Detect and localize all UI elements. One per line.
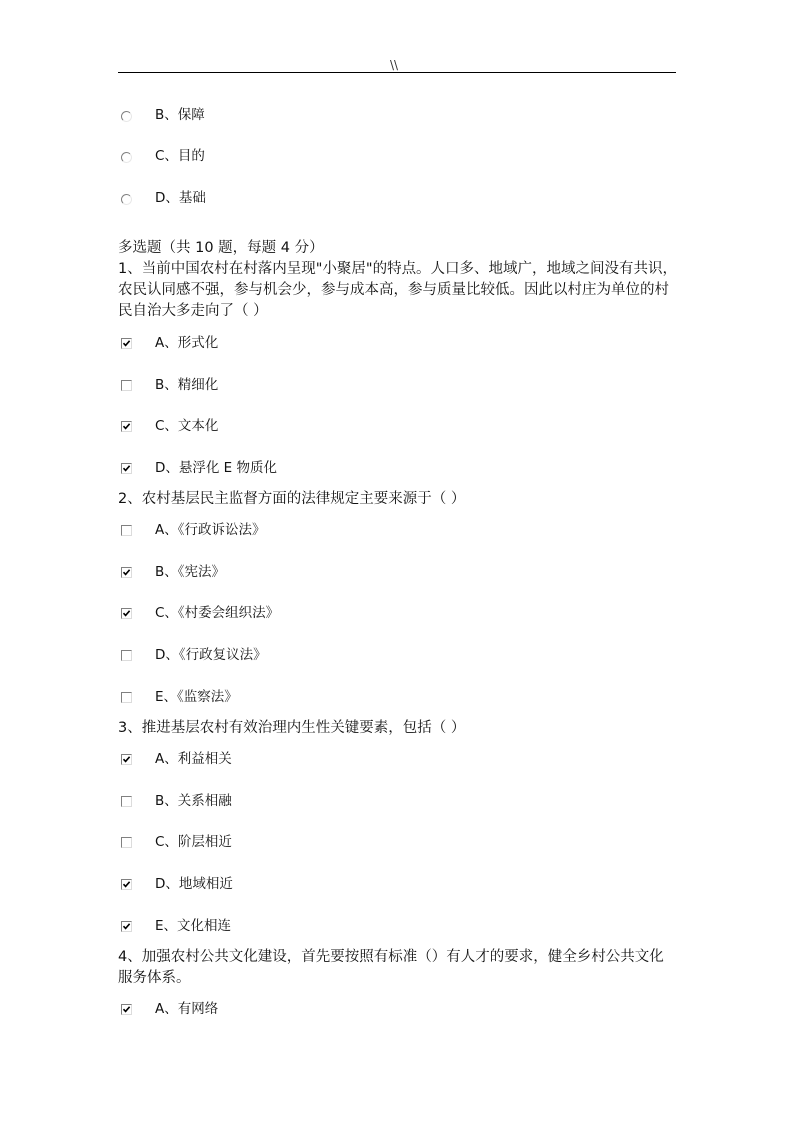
option-label: C、《村委会组织法》: [155, 605, 280, 621]
question-4: 4、加强农村公共文化建设，首先要按照有标准（）有人才的要求，健全乡村公共文化服务体系。: [118, 949, 664, 986]
radio-button[interactable]: [121, 111, 132, 122]
checkbox[interactable]: [121, 421, 132, 432]
option-label: D、悬浮化 E 物质化: [155, 460, 278, 476]
checkbox[interactable]: [121, 525, 132, 536]
checkbox[interactable]: [121, 921, 132, 932]
checkbox[interactable]: [121, 692, 132, 703]
checkmark-icon: [122, 422, 131, 431]
checkmark-icon: [122, 464, 131, 473]
option-label: B、《宪法》: [155, 564, 226, 580]
checkbox[interactable]: [121, 463, 132, 474]
header-rule: [118, 72, 676, 73]
option-label: E、文化相连: [155, 918, 232, 934]
option-label: D、地域相近: [155, 876, 233, 892]
option-label: D、基础: [155, 190, 206, 206]
checkbox[interactable]: [121, 879, 132, 890]
checkmark-icon: [122, 568, 131, 577]
checkmark-icon: [122, 755, 131, 764]
option-label: A、有网络: [155, 1001, 219, 1017]
option-label: E、《监察法》: [155, 689, 238, 705]
question-3: 3、推进基层农村有效治理内生性关键要素，包括（ ）: [118, 720, 466, 736]
section-title: 多选题（共 10 题，每题 4 分）: [118, 240, 324, 256]
checkmark-icon: [122, 1005, 131, 1014]
checkbox[interactable]: [121, 1004, 132, 1015]
option-label: C、阶层相近: [155, 834, 232, 850]
checkmark-icon: [122, 339, 131, 348]
option-label: B、保障: [155, 107, 205, 123]
checkbox[interactable]: [121, 837, 132, 848]
checkbox[interactable]: [121, 796, 132, 807]
option-label: A、形式化: [155, 335, 219, 351]
radio-button[interactable]: [121, 194, 132, 205]
option-label: A、利益相关: [155, 751, 232, 767]
option-label: C、目的: [155, 148, 205, 164]
checkmark-icon: [122, 880, 131, 889]
radio-button[interactable]: [121, 152, 132, 163]
checkbox[interactable]: [121, 650, 132, 661]
checkbox[interactable]: [121, 608, 132, 619]
checkmark-icon: [122, 922, 131, 931]
question-1: 1、当前中国农村在村落内呈现"小聚居"的特点。人口多、地域广，地域之间没有共识，农民认同感不强，参与机会少，参与成本高，参与质量比较低。因此以村庄为单位的村民自治大多走向了（ ）: [118, 261, 678, 319]
option-label: C、文本化: [155, 418, 219, 434]
option-label: B、关系相融: [155, 793, 232, 809]
option-label: B、精细化: [155, 377, 219, 393]
header-mark: \\: [390, 58, 399, 72]
checkmark-icon: [122, 609, 131, 618]
checkbox[interactable]: [121, 567, 132, 578]
question-2: 2、农村基层民主监督方面的法律规定主要来源于（ ）: [118, 491, 466, 507]
checkbox[interactable]: [121, 754, 132, 765]
checkbox[interactable]: [121, 338, 132, 349]
checkbox[interactable]: [121, 380, 132, 391]
option-label: A、《行政诉讼法》: [155, 522, 266, 538]
option-label: D、《行政复议法》: [155, 647, 267, 663]
